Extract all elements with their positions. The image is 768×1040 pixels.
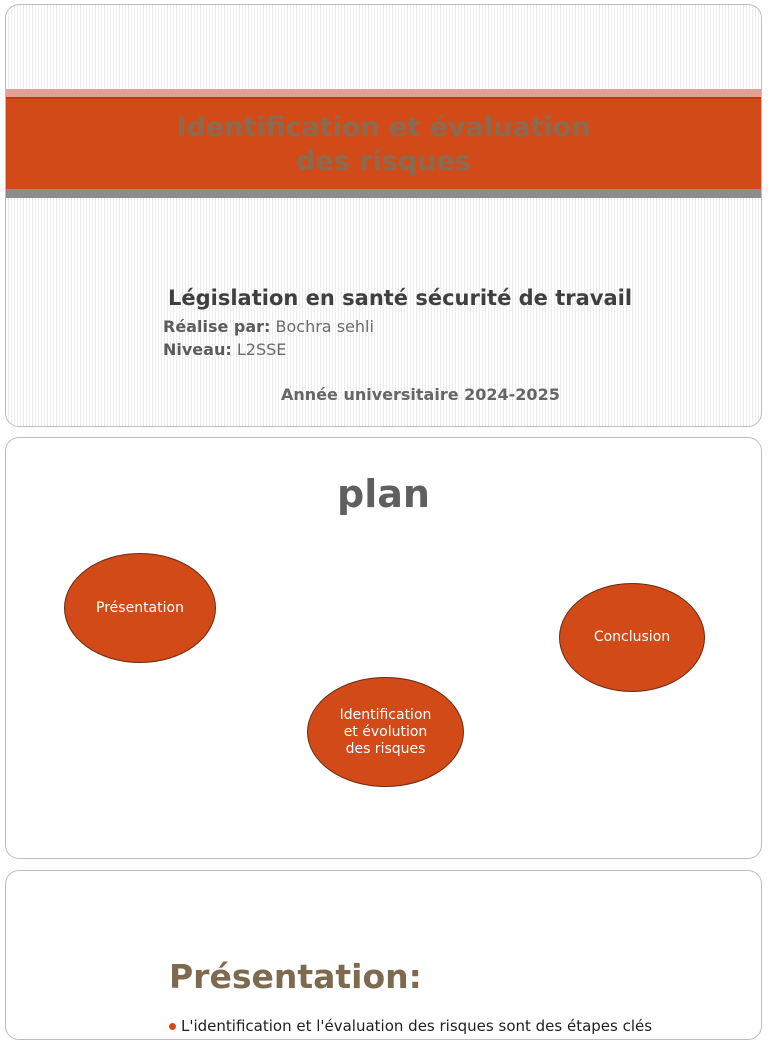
title-band-bottom-stripe xyxy=(6,189,761,198)
author-label: Réalise par: xyxy=(163,317,271,336)
level-value: L2SSE xyxy=(236,340,287,359)
title-slide xyxy=(5,4,762,427)
level-line xyxy=(163,340,286,359)
plan-item-label: Présentation xyxy=(96,599,184,616)
author-value: Bochra sehli xyxy=(275,317,374,336)
academic-year: Année universitaire 2024-2025 xyxy=(281,385,560,404)
subtitle: Législation en santé sécurité de travail xyxy=(168,286,633,310)
bullet-item xyxy=(169,1017,729,1035)
title-line-2: des risques xyxy=(296,146,471,177)
plan-item-presentation xyxy=(64,553,216,663)
bullet-text: L'identification et l'évaluation des risques sont des étapes clés xyxy=(181,1017,653,1035)
bullet-icon xyxy=(169,1023,176,1030)
presentation-title xyxy=(6,111,761,179)
plan-item-label: Identification et évolution des risques xyxy=(339,706,432,757)
plan-item-identification xyxy=(307,677,464,787)
presentation-heading: Présentation: xyxy=(169,957,422,996)
level-label: Niveau: xyxy=(163,340,232,359)
title-line-1: Identification et évaluation xyxy=(176,112,591,143)
plan-item-conclusion xyxy=(559,583,705,692)
plan-slide xyxy=(5,437,762,859)
plan-title: plan xyxy=(337,472,430,516)
title-band-top-stripe xyxy=(6,89,761,97)
presentation-slide xyxy=(5,870,762,1040)
author-line xyxy=(163,317,374,336)
plan-item-label: Conclusion xyxy=(593,629,671,645)
